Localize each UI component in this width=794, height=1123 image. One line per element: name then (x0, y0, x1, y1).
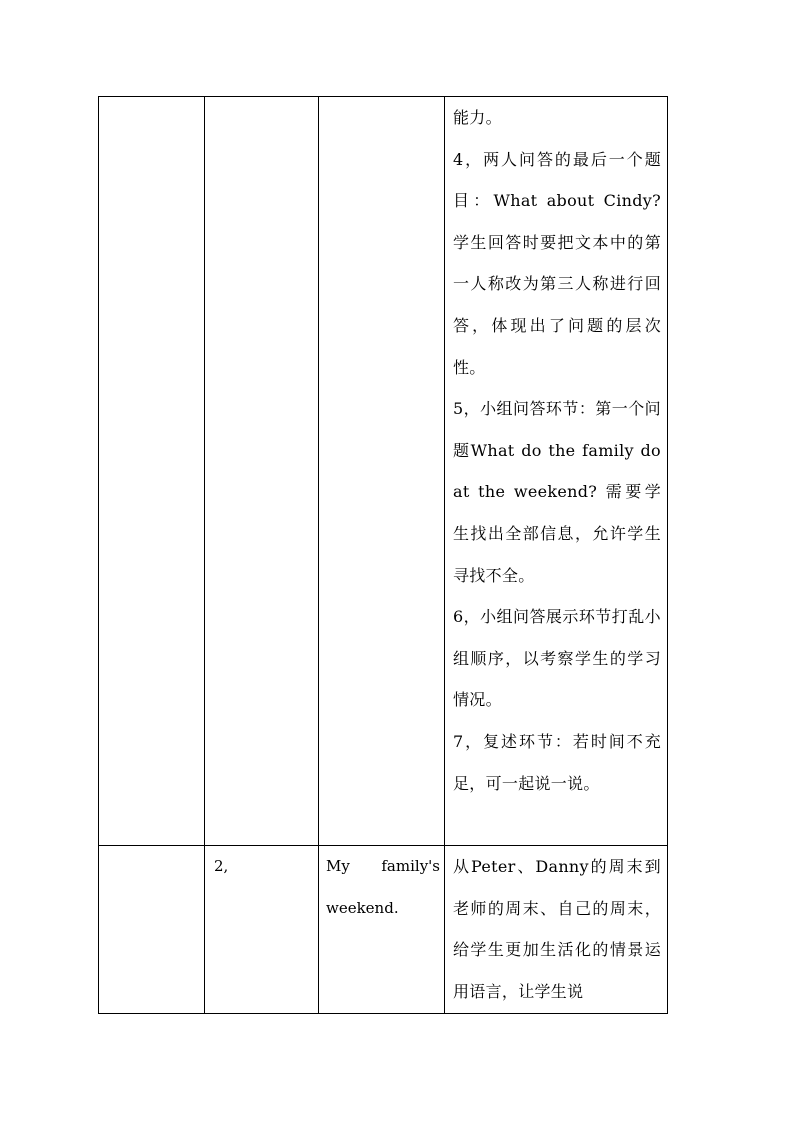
note-paragraph: 5，小组问答环节：第一个问题What do the family do at the weekend? 需要学生找出全部信息，允许学生寻找不全。 (453, 399, 661, 585)
note-paragraph: 从Peter、Danny的周末到老师的周末、自己的周末，给学生更加生活化的情景运用语言，让学生说 (453, 857, 661, 1001)
table-cell-step (99, 97, 205, 846)
table-cell-number (205, 846, 319, 1014)
item-title: My family's weekend. (326, 857, 440, 917)
table-cell-step (99, 846, 205, 1014)
note-paragraph: 能力。 (453, 108, 502, 127)
lesson-plan-table (98, 96, 668, 1014)
table-cell-number (205, 97, 319, 846)
table-row (99, 846, 668, 1014)
note-paragraph: 7，复述环节：若时间不充足，可一起说一说。 (453, 731, 661, 793)
note-paragraph: 6，小组问答展示环节打乱小组顺序，以考察学生的学习情况。 (453, 607, 661, 710)
table-cell-title (319, 846, 445, 1014)
table-row (99, 97, 668, 846)
item-number: 2, (214, 857, 229, 875)
table-cell-title (319, 97, 445, 846)
table-cell-notes (445, 97, 668, 846)
table-cell-notes (445, 846, 668, 1014)
note-paragraph: 4，两人问答的最后一个题目：What about Cindy?学生回答时要把文本中的第一人称改为第三人称进行回答，体现出了问题的层次性。 (453, 149, 661, 377)
